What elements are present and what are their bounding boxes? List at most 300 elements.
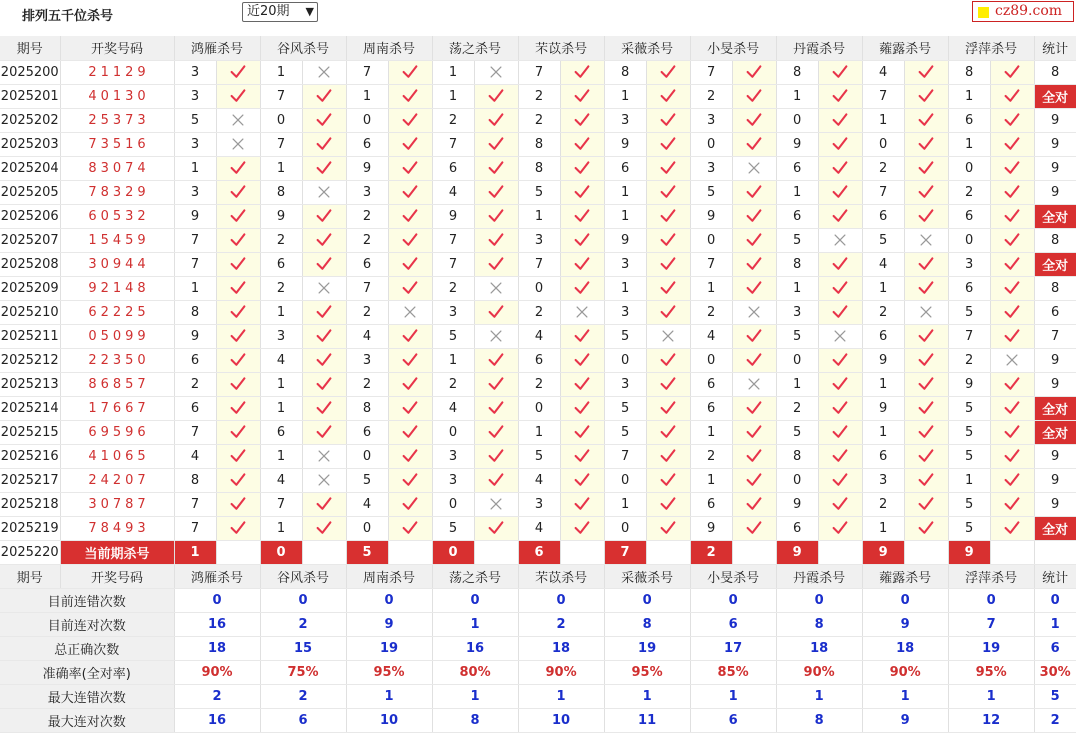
table-row	[0, 420, 1076, 444]
table-row	[0, 492, 1076, 516]
check-icon	[1004, 328, 1020, 344]
check-icon	[316, 136, 332, 152]
summary-value: 80%	[432, 660, 518, 684]
check-icon	[832, 376, 848, 392]
kill-number-cell: 4	[518, 468, 560, 492]
kill-number-cell: 7	[604, 444, 646, 468]
check-icon	[832, 112, 848, 128]
draw-number-cell: 78493	[60, 516, 174, 540]
kill-number-cell: 7	[690, 60, 732, 84]
hit-mark	[388, 252, 432, 276]
kill-number-cell: 6	[346, 132, 388, 156]
kill-number-cell: 3	[518, 492, 560, 516]
table-row	[0, 228, 1076, 252]
check-icon	[746, 208, 762, 224]
kill-number-cell: 6	[776, 156, 818, 180]
kill-number-cell: 9	[862, 396, 904, 420]
summary-row	[0, 684, 1076, 708]
cross-icon	[317, 473, 331, 487]
kill-number-cell: 3	[518, 228, 560, 252]
miss-mark	[474, 492, 518, 516]
kill-number-cell: 2	[862, 492, 904, 516]
summary-value: 0	[346, 588, 432, 612]
summary-label: 目前连错次数	[0, 588, 174, 612]
summary-value: 1	[518, 684, 604, 708]
kill-number-cell: 3	[776, 300, 818, 324]
check-icon	[832, 184, 848, 200]
kill-number-cell: 8	[174, 300, 216, 324]
kill-number-cell: 5	[518, 180, 560, 204]
hit-mark	[732, 180, 776, 204]
hit-mark	[732, 420, 776, 444]
kill-number-cell: 1	[518, 204, 560, 228]
summary-stat: 6	[1034, 636, 1076, 660]
summary-value: 9	[346, 612, 432, 636]
kill-number-cell: 5	[776, 324, 818, 348]
summary-label: 准确率(全对率)	[0, 660, 174, 684]
hit-mark	[560, 420, 604, 444]
hit-mark	[990, 204, 1034, 228]
summary-value: 1	[346, 684, 432, 708]
kill-number-cell: 3	[174, 84, 216, 108]
draw-number-cell: 62225	[60, 300, 174, 324]
hit-mark	[990, 420, 1034, 444]
hit-mark	[818, 204, 862, 228]
hit-mark	[560, 60, 604, 84]
draw-number-cell: 24207	[60, 468, 174, 492]
miss-mark	[302, 468, 346, 492]
draw-number-cell: 21129	[60, 60, 174, 84]
check-icon	[574, 184, 590, 200]
check-icon	[574, 88, 590, 104]
draw-number-cell: 60532	[60, 204, 174, 228]
kill-number-cell: 1	[604, 180, 646, 204]
check-icon	[832, 352, 848, 368]
current-issue-cell: 2025220	[0, 540, 60, 564]
hit-mark	[216, 228, 260, 252]
summary-value: 7	[948, 612, 1034, 636]
kill-number-cell: 2	[776, 396, 818, 420]
summary-value: 6	[690, 708, 776, 732]
kill-number-cell: 1	[260, 516, 302, 540]
kill-number-cell: 7	[260, 84, 302, 108]
check-icon	[488, 160, 504, 176]
current-kill-number: 0	[432, 540, 474, 564]
summary-header-row	[0, 564, 1076, 588]
check-icon	[832, 136, 848, 152]
issue-cell: 2025200	[0, 60, 60, 84]
summary-value: 0	[690, 588, 776, 612]
check-icon	[832, 520, 848, 536]
check-icon	[230, 328, 246, 344]
draw-number-cell: 86857	[60, 372, 174, 396]
check-icon	[832, 472, 848, 488]
cross-icon	[317, 449, 331, 463]
check-icon	[918, 400, 934, 416]
check-icon	[1004, 184, 1020, 200]
check-icon	[660, 160, 676, 176]
issue-cell: 2025205	[0, 180, 60, 204]
summary-value: 95%	[346, 660, 432, 684]
check-icon	[1004, 112, 1020, 128]
hit-mark	[990, 396, 1034, 420]
check-icon	[488, 352, 504, 368]
draw-number-cell: 17667	[60, 396, 174, 420]
hit-mark	[560, 516, 604, 540]
hit-mark	[388, 108, 432, 132]
summary-value: 19	[346, 636, 432, 660]
check-icon	[230, 208, 246, 224]
summary-value: 85%	[690, 660, 776, 684]
draw-number-cell: 41065	[60, 444, 174, 468]
summary-value: 1	[604, 684, 690, 708]
check-icon	[660, 376, 676, 392]
col-header-stat: 统计	[1034, 564, 1076, 588]
hit-mark	[302, 420, 346, 444]
hit-mark	[904, 492, 948, 516]
summary-stat: 0	[1034, 588, 1076, 612]
miss-mark	[216, 108, 260, 132]
issue-cell: 2025214	[0, 396, 60, 420]
kill-number-cell: 0	[862, 132, 904, 156]
hit-mark	[732, 132, 776, 156]
kill-number-cell: 8	[776, 444, 818, 468]
hit-mark	[388, 372, 432, 396]
issue-cell: 2025204	[0, 156, 60, 180]
kill-number-cell: 9	[776, 492, 818, 516]
hit-mark	[388, 156, 432, 180]
check-icon	[832, 160, 848, 176]
logo-square-icon	[978, 7, 989, 18]
kill-number-cell: 5	[432, 516, 474, 540]
col-header-expert: 荡之杀号	[432, 564, 518, 588]
col-header-expert: 小旻杀号	[690, 564, 776, 588]
hit-mark	[302, 252, 346, 276]
kill-number-cell: 1	[690, 276, 732, 300]
kill-number-cell: 0	[346, 444, 388, 468]
hit-mark	[216, 60, 260, 84]
kill-number-cell: 7	[346, 60, 388, 84]
check-icon	[574, 112, 590, 128]
current-kill-spacer	[990, 540, 1034, 564]
check-icon	[1004, 232, 1020, 248]
hit-mark	[904, 444, 948, 468]
check-icon	[1004, 424, 1020, 440]
kill-number-cell: 1	[776, 180, 818, 204]
check-icon	[402, 400, 418, 416]
cross-icon	[403, 305, 417, 319]
kill-number-cell: 0	[690, 132, 732, 156]
table-row	[0, 276, 1076, 300]
hit-mark	[560, 324, 604, 348]
check-icon	[660, 448, 676, 464]
kill-number-cell: 1	[518, 420, 560, 444]
kill-number-cell: 3	[604, 372, 646, 396]
hit-mark	[474, 300, 518, 324]
kill-number-cell: 7	[862, 84, 904, 108]
current-kill-spacer	[388, 540, 432, 564]
current-kill-number: 2	[690, 540, 732, 564]
table-row	[0, 396, 1076, 420]
check-icon	[316, 400, 332, 416]
hit-mark	[732, 492, 776, 516]
stat-cell: 9	[1034, 444, 1076, 468]
col-header-issue: 期号	[0, 564, 60, 588]
check-icon	[488, 376, 504, 392]
summary-row	[0, 708, 1076, 732]
summary-label: 最大连对次数	[0, 708, 174, 732]
hit-mark	[646, 372, 690, 396]
kill-number-cell: 2	[432, 372, 474, 396]
check-icon	[660, 256, 676, 272]
kill-number-cell: 7	[346, 276, 388, 300]
col-header-expert: 鸿雁杀号	[174, 564, 260, 588]
current-kill-number: 9	[862, 540, 904, 564]
kill-number-cell: 1	[776, 372, 818, 396]
kill-number-cell: 5	[346, 468, 388, 492]
kill-number-cell: 5	[604, 324, 646, 348]
summary-stat: 30%	[1034, 660, 1076, 684]
hit-mark	[646, 252, 690, 276]
cross-icon	[231, 137, 245, 151]
check-icon	[918, 424, 934, 440]
check-icon	[1004, 520, 1020, 536]
hit-mark	[560, 348, 604, 372]
hit-mark	[818, 276, 862, 300]
stat-cell: 6	[1034, 300, 1076, 324]
kill-number-cell: 9	[776, 132, 818, 156]
check-icon	[746, 472, 762, 488]
summary-value: 15	[260, 636, 346, 660]
kill-number-cell: 7	[948, 324, 990, 348]
hit-mark	[732, 252, 776, 276]
check-icon	[660, 136, 676, 152]
summary-value: 10	[346, 708, 432, 732]
kill-number-cell: 0	[518, 396, 560, 420]
col-header-expert: 鸿雁杀号	[174, 36, 260, 60]
summary-value: 12	[948, 708, 1034, 732]
draw-number-cell: 92148	[60, 276, 174, 300]
check-icon	[316, 112, 332, 128]
hit-mark	[474, 180, 518, 204]
kill-number-cell: 5	[690, 180, 732, 204]
hit-mark	[216, 324, 260, 348]
hit-mark	[560, 108, 604, 132]
hit-mark	[388, 204, 432, 228]
hit-mark	[388, 468, 432, 492]
hit-mark	[990, 252, 1034, 276]
all-correct-badge: 全对	[1034, 204, 1076, 228]
issue-cell: 2025211	[0, 324, 60, 348]
check-icon	[918, 112, 934, 128]
hit-mark	[560, 492, 604, 516]
hit-mark	[474, 468, 518, 492]
kill-number-table	[0, 36, 1076, 733]
table-row	[0, 108, 1076, 132]
draw-number-cell: 73516	[60, 132, 174, 156]
check-icon	[746, 496, 762, 512]
kill-number-cell: 1	[948, 84, 990, 108]
kill-number-cell: 8	[346, 396, 388, 420]
col-header-expert: 谷风杀号	[260, 564, 346, 588]
col-header-expert: 丹霞杀号	[776, 564, 862, 588]
stat-cell: 9	[1034, 180, 1076, 204]
check-icon	[1004, 280, 1020, 296]
summary-row	[0, 588, 1076, 612]
site-logo[interactable]	[972, 1, 1074, 22]
hit-mark	[216, 156, 260, 180]
kill-number-cell: 3	[346, 180, 388, 204]
miss-mark	[560, 300, 604, 324]
hit-mark	[388, 444, 432, 468]
current-kill-spacer	[474, 540, 518, 564]
kill-number-cell: 2	[346, 228, 388, 252]
draw-number-cell: 40130	[60, 84, 174, 108]
hit-mark	[646, 180, 690, 204]
kill-number-cell: 9	[174, 324, 216, 348]
kill-number-cell: 1	[690, 420, 732, 444]
kill-number-cell: 5	[432, 324, 474, 348]
issue-cell: 2025203	[0, 132, 60, 156]
hit-mark	[560, 252, 604, 276]
col-header-expert: 采薇杀号	[604, 564, 690, 588]
kill-number-cell: 7	[174, 252, 216, 276]
check-icon	[918, 472, 934, 488]
kill-number-cell: 2	[862, 300, 904, 324]
table-row	[0, 252, 1076, 276]
summary-value: 1	[948, 684, 1034, 708]
kill-number-cell: 6	[690, 372, 732, 396]
miss-mark	[302, 444, 346, 468]
hit-mark	[818, 444, 862, 468]
cross-icon	[489, 281, 503, 295]
kill-number-cell: 6	[432, 156, 474, 180]
kill-number-cell: 1	[862, 516, 904, 540]
table-row	[0, 156, 1076, 180]
kill-number-cell: 2	[690, 300, 732, 324]
cross-icon	[489, 329, 503, 343]
hit-mark	[818, 348, 862, 372]
kill-number-cell: 1	[260, 444, 302, 468]
cross-icon	[747, 305, 761, 319]
chevron-down-icon: ▼	[305, 5, 314, 18]
col-header-expert: 采薇杀号	[604, 36, 690, 60]
hit-mark	[990, 60, 1034, 84]
kill-number-cell: 7	[260, 492, 302, 516]
summary-value: 6	[260, 708, 346, 732]
hit-mark	[302, 516, 346, 540]
kill-number-cell: 7	[432, 252, 474, 276]
cross-icon	[747, 377, 761, 391]
current-kill-number: 9	[948, 540, 990, 564]
hit-mark	[990, 132, 1034, 156]
period-select[interactable]	[242, 2, 318, 22]
summary-value: 1	[432, 684, 518, 708]
kill-number-cell: 5	[948, 396, 990, 420]
hit-mark	[904, 372, 948, 396]
kill-number-cell: 4	[346, 324, 388, 348]
miss-mark	[646, 324, 690, 348]
check-icon	[488, 184, 504, 200]
hit-mark	[302, 132, 346, 156]
kill-number-cell: 0	[690, 348, 732, 372]
draw-number-cell: 83074	[60, 156, 174, 180]
summary-value: 6	[690, 612, 776, 636]
miss-mark	[216, 132, 260, 156]
check-icon	[316, 256, 332, 272]
hit-mark	[818, 516, 862, 540]
summary-value: 1	[862, 684, 948, 708]
logo-text: cz89.com	[995, 3, 1063, 19]
check-icon	[1004, 160, 1020, 176]
kill-number-cell: 8	[776, 60, 818, 84]
check-icon	[746, 328, 762, 344]
kill-number-cell: 8	[518, 156, 560, 180]
check-icon	[402, 472, 418, 488]
current-kill-spacer	[216, 540, 260, 564]
summary-value: 1	[776, 684, 862, 708]
kill-number-cell: 3	[948, 252, 990, 276]
kill-number-cell: 4	[862, 60, 904, 84]
hit-mark	[216, 372, 260, 396]
current-kill-number: 7	[604, 540, 646, 564]
check-icon	[230, 184, 246, 200]
kill-number-cell: 4	[260, 348, 302, 372]
summary-value: 9	[862, 612, 948, 636]
hit-mark	[388, 84, 432, 108]
check-icon	[230, 472, 246, 488]
kill-number-cell: 1	[260, 300, 302, 324]
hit-mark	[388, 516, 432, 540]
hit-mark	[990, 84, 1034, 108]
hit-mark	[388, 228, 432, 252]
kill-number-cell: 1	[604, 276, 646, 300]
summary-value: 9	[862, 708, 948, 732]
check-icon	[316, 304, 332, 320]
hit-mark	[302, 348, 346, 372]
check-icon	[746, 448, 762, 464]
hit-mark	[904, 60, 948, 84]
table-row	[0, 324, 1076, 348]
kill-number-cell: 6	[862, 204, 904, 228]
current-kill-number: 9	[776, 540, 818, 564]
kill-number-cell: 2	[518, 300, 560, 324]
check-icon	[746, 424, 762, 440]
kill-number-cell: 0	[346, 516, 388, 540]
kill-number-cell: 1	[862, 372, 904, 396]
check-icon	[230, 280, 246, 296]
hit-mark	[990, 492, 1034, 516]
check-icon	[316, 424, 332, 440]
cross-icon	[833, 329, 847, 343]
hit-mark	[560, 204, 604, 228]
kill-number-cell: 0	[432, 492, 474, 516]
kill-number-cell: 1	[862, 276, 904, 300]
check-icon	[746, 112, 762, 128]
check-icon	[574, 376, 590, 392]
hit-mark	[904, 420, 948, 444]
kill-number-cell: 1	[174, 156, 216, 180]
hit-mark	[302, 372, 346, 396]
issue-cell: 2025217	[0, 468, 60, 492]
check-icon	[230, 424, 246, 440]
kill-number-cell: 8	[260, 180, 302, 204]
hit-mark	[732, 348, 776, 372]
issue-cell: 2025213	[0, 372, 60, 396]
kill-number-cell: 2	[260, 228, 302, 252]
current-issue-row	[0, 540, 1076, 564]
current-kill-spacer	[904, 540, 948, 564]
